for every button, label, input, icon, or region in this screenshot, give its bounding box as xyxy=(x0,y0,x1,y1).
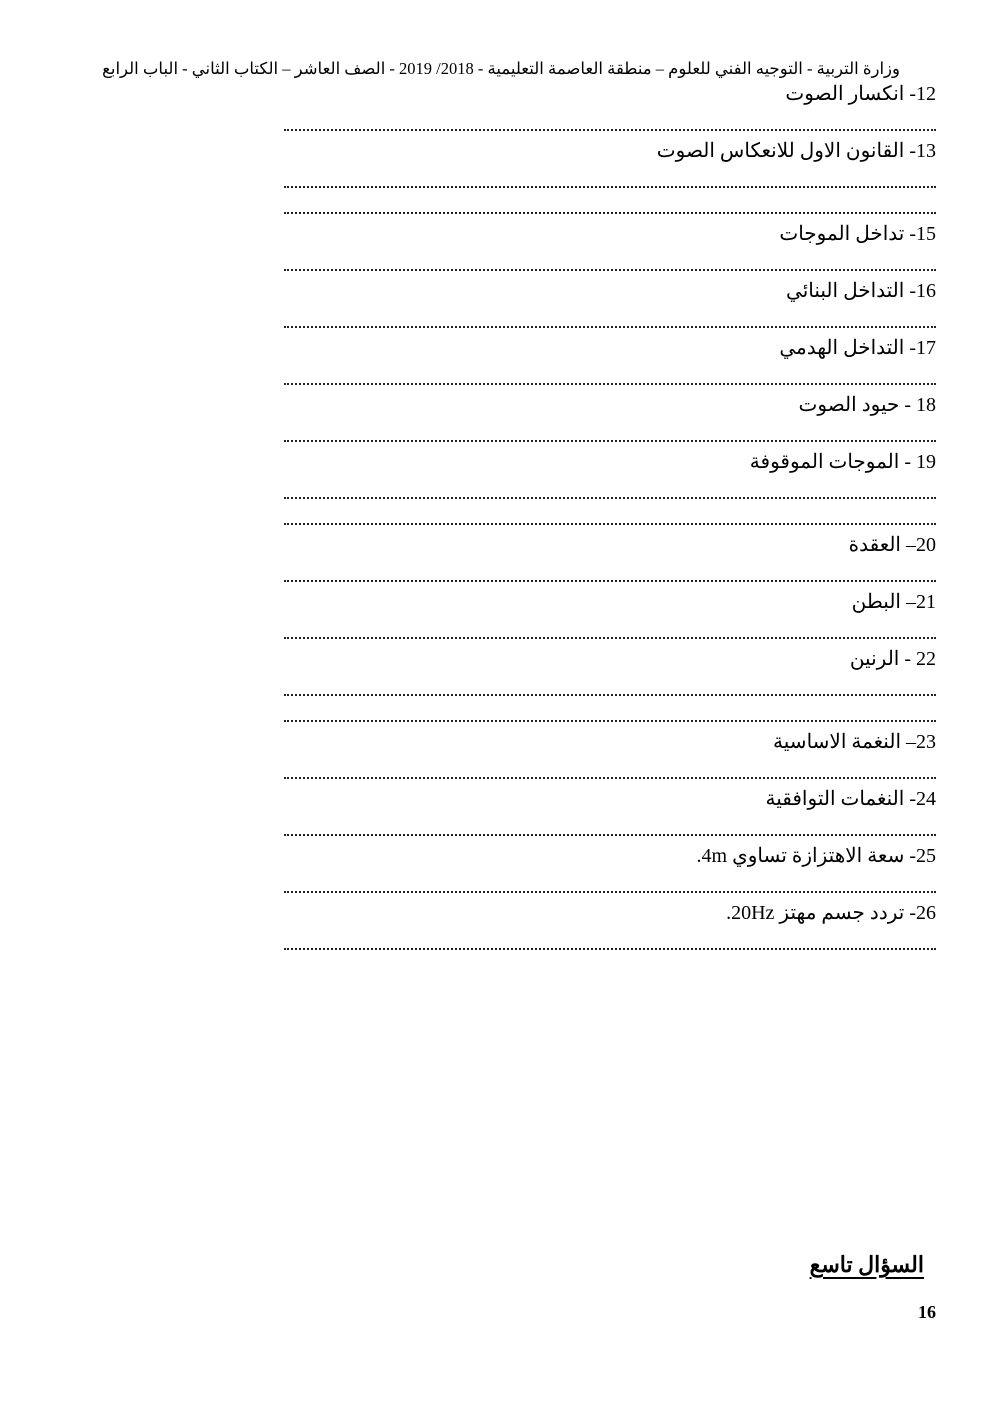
answer-line xyxy=(284,108,936,134)
item-title: 24- النغمات التوافقية xyxy=(765,788,936,810)
answer-line xyxy=(284,248,936,274)
item-title: 15- تداخل الموجات xyxy=(779,223,936,245)
item-title: 22 - الرنين xyxy=(849,648,936,670)
item-title: 21– البطن xyxy=(851,591,936,613)
list-item xyxy=(284,391,936,445)
item-title: 20– العقدة xyxy=(848,534,936,556)
answer-line xyxy=(284,165,936,191)
answer-line xyxy=(284,502,936,528)
answer-line xyxy=(284,559,936,585)
list-item xyxy=(284,785,936,839)
answer-line xyxy=(284,756,936,782)
answer-line xyxy=(284,305,936,331)
answer-line xyxy=(284,870,936,896)
list-item xyxy=(284,448,936,528)
list-item xyxy=(284,220,936,274)
list-item xyxy=(284,645,936,725)
list-item xyxy=(284,277,936,331)
item-title: 12- انكسار الصوت xyxy=(785,83,936,105)
item-title: 26- تردد جسم مهتز 20Hz. xyxy=(726,902,936,924)
item-title: 19 - الموجات الموقوفة xyxy=(749,451,936,473)
list-item xyxy=(284,842,936,896)
answer-line xyxy=(284,362,936,388)
list-item xyxy=(284,531,936,585)
answer-line xyxy=(284,927,936,953)
answer-line xyxy=(284,419,936,445)
question-heading: السؤال تاسع xyxy=(809,1252,924,1277)
item-title: 23– النغمة الاساسية xyxy=(773,731,936,753)
answer-line xyxy=(284,673,936,699)
page-number: 16 xyxy=(918,1302,936,1322)
list-item xyxy=(284,899,936,953)
item-title: 25- سعة الاهتزازة تساوي 4m. xyxy=(696,845,936,867)
answer-line xyxy=(284,616,936,642)
item-title: 16- التداخل البنائي xyxy=(786,280,936,302)
answer-line xyxy=(284,699,936,725)
list-item xyxy=(284,588,936,642)
page-header: وزارة التربية - التوجيه الفني للعلوم – منطقة العاصمة التعليمية - 2018/ 2019 - الصف العاشر – الكتاب الثاني - الباب الرابع xyxy=(102,59,900,78)
list-item xyxy=(284,728,936,782)
answer-line xyxy=(284,191,936,217)
answer-line xyxy=(284,476,936,502)
list-item xyxy=(284,137,936,217)
list-item xyxy=(284,334,936,388)
definitions-list xyxy=(284,80,936,956)
answer-line xyxy=(284,813,936,839)
item-title: 13- القانون الاول للانعكاس الصوت xyxy=(656,140,936,162)
list-item xyxy=(284,80,936,134)
item-title: 17- التداخل الهدمي xyxy=(779,337,936,359)
item-title: 18 - حيود الصوت xyxy=(798,394,936,416)
